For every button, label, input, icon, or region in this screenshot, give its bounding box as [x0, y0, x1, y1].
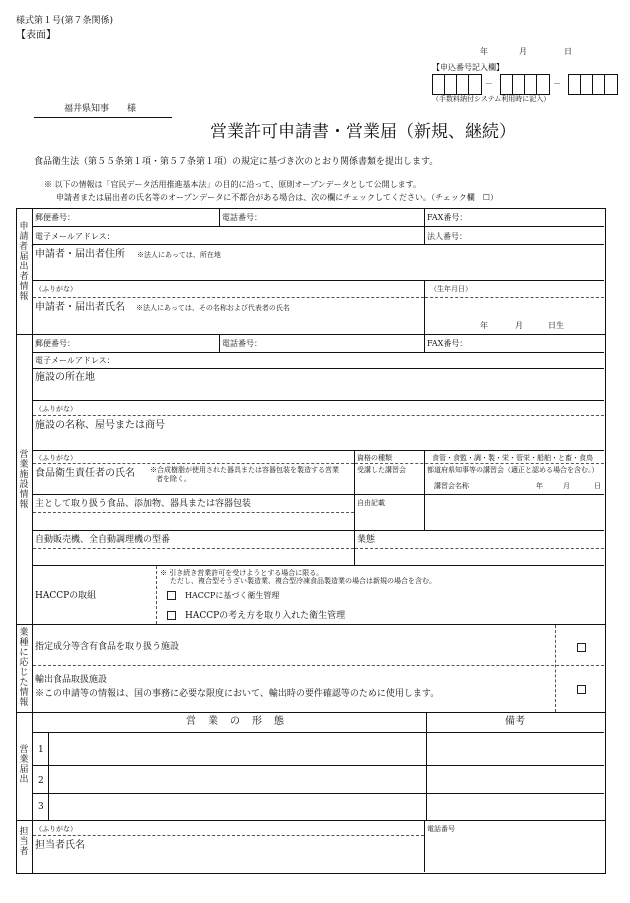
applicant-section-label: 申請者・届出者情報	[19, 222, 38, 302]
page-title: 営業許可申請書・営業届（新規、継続）	[210, 122, 516, 142]
facility-section-label: 営業施設情報	[19, 450, 29, 510]
applicant-address-note: ※法人にあっては、所在地	[137, 251, 221, 259]
intro-text: 食品衛生法（第５５条第１項・第５７条第１項）の規定に基づき次のとおり関係書類を提出します。	[34, 157, 439, 167]
appno-dash-2: －	[553, 79, 561, 88]
course-note: 都道府県知事等の講習会（適正と認める場合を含む。）	[427, 466, 599, 474]
course-month-label: 月	[563, 482, 570, 490]
course-label: 受講した講習会	[357, 466, 406, 474]
main-items-label: 主として取り扱う食品、添加物、器具または容器包装	[35, 499, 252, 509]
manager-name-label: 食品衛生責任者の氏名	[35, 468, 135, 479]
date-day-label: 日	[564, 47, 572, 56]
appno-dash-1: －	[485, 79, 493, 88]
form-number: 様式第１号(第７条関係)	[16, 16, 114, 26]
export-facility-checkbox[interactable]	[577, 685, 586, 694]
front-label: 【表面】	[16, 30, 56, 41]
vending-label: 自動販売機、全自動調理機の型番	[35, 535, 171, 545]
contact-tel-label: 電話番号	[427, 825, 455, 833]
business-type-label: 業態	[357, 535, 376, 545]
haccp-note-1: ※ 引き続き営業許可を受けようとする場合に限る。	[160, 569, 324, 577]
date-month-label: 月	[519, 47, 527, 56]
manager-furigana-label: （ふりがな）	[35, 454, 77, 462]
open-data-note: ※ 以下の情報は「官民データ活用推進基本法」の目的に沿って、原則オープンデータとして公開します。	[44, 180, 422, 189]
applicant-birth-label: （生年月日）	[430, 285, 472, 293]
facility-name-label: 施設の名称、屋号または商号	[35, 420, 165, 431]
applicant-email-label: 電子メールアドレス：	[35, 232, 115, 241]
date-year-label: 年	[480, 47, 488, 56]
addressee: 福井県知事 様	[64, 104, 137, 114]
course-year-label: 年	[536, 482, 543, 490]
open-data-check-note: 申請者または届出者の氏名等のオープンデータに不都合がある場合は、次の欄にチェックしてください。（チェック欄 ☐）	[56, 193, 498, 202]
applicant-tel-label: 電話番号：	[222, 213, 262, 222]
export-facility-note: ※この申請等の情報は、国の事務に必要な限度において、輸出時の要件確認等のために使用します。	[35, 689, 440, 699]
free-entry-label: 自由記載	[357, 499, 385, 507]
appno-note: （手数料納付システム利用時に記入）	[432, 95, 551, 103]
applicant-name-label: 申請者・届出者氏名	[35, 302, 125, 313]
course-day-label: 日	[594, 482, 601, 490]
applicant-fax-label: FAX番号：	[427, 213, 468, 222]
applicant-furigana-label: （ふりがな）	[35, 285, 77, 293]
haccp-note-2: ただし、複合型そうざい製造業、複合型冷凍食品製造業の場合は新規の場合を含む。	[170, 577, 436, 585]
qualification-type-label: 資格の種類	[357, 454, 392, 462]
course-name-label: 講習会名称	[434, 482, 469, 490]
export-facility-label: 輸出食品取扱施設	[35, 675, 108, 685]
qualification-types[interactable]: 食管・食監・調・製・栄・管栄・船舶・と畜・食鳥	[432, 454, 593, 462]
facility-tel-label: 電話番号：	[222, 339, 262, 348]
designated-ingredient-checkbox[interactable]	[577, 643, 586, 652]
haccp-option-2-checkbox[interactable]	[167, 611, 176, 620]
facility-email-label: 電子メールアドレス：	[35, 356, 115, 365]
notification-row-number: 1	[38, 745, 44, 755]
manager-note-1: ※合成樹脂が使用された器具または容器包装を製造する営業	[150, 466, 339, 474]
contact-furigana-label: （ふりがな）	[35, 825, 77, 833]
facility-fax-label: FAX番号：	[427, 339, 468, 348]
haccp-option-1-label: HACCPに基づく衛生管理	[185, 591, 280, 600]
notification-section-label: 営業届出	[19, 745, 29, 785]
haccp-option-2-label: HACCPの考え方を取り入れた衛生管理	[185, 611, 346, 621]
contact-name-label: 担当者氏名	[35, 840, 85, 851]
applicant-name-note: ※法人にあっては、その名称および代表者の氏名	[136, 304, 290, 312]
birth-day-label: 日生	[548, 321, 564, 330]
appno-box-group-2[interactable]	[500, 74, 550, 95]
haccp-label: HACCPの取組	[35, 591, 97, 601]
notification-row-number: 3	[38, 802, 44, 812]
appno-box-group-1[interactable]	[432, 74, 482, 95]
contact-section-label: 担当者	[19, 827, 29, 857]
applicant-address-label: 申請者・届出者住所	[35, 249, 125, 260]
applicant-corp-no-label: 法人番号：	[427, 232, 467, 241]
application-number-label: 【申込番号記入欄】	[432, 63, 504, 72]
birth-month-label: 月	[515, 321, 523, 330]
applicant-postal-label: 郵便番号：	[35, 213, 75, 222]
manager-note-2: 者を除く。	[156, 475, 191, 483]
facility-location-label: 施設の所在地	[35, 372, 95, 383]
designated-ingredient-label: 指定成分等含有食品を取り扱う施設	[35, 642, 180, 652]
facility-furigana-label: （ふりがな）	[35, 405, 77, 413]
birth-year-label: 年	[480, 321, 488, 330]
haccp-option-1-checkbox[interactable]	[167, 591, 176, 600]
remarks-header: 備考	[505, 716, 525, 727]
business-form-header: 営 業 の 形 態	[186, 716, 285, 727]
notification-row-number: 2	[38, 776, 44, 786]
facility-postal-label: 郵便番号：	[35, 339, 75, 348]
industry-section-label: 業種に応じた情報	[19, 628, 29, 708]
appno-box-group-3[interactable]	[568, 74, 618, 95]
